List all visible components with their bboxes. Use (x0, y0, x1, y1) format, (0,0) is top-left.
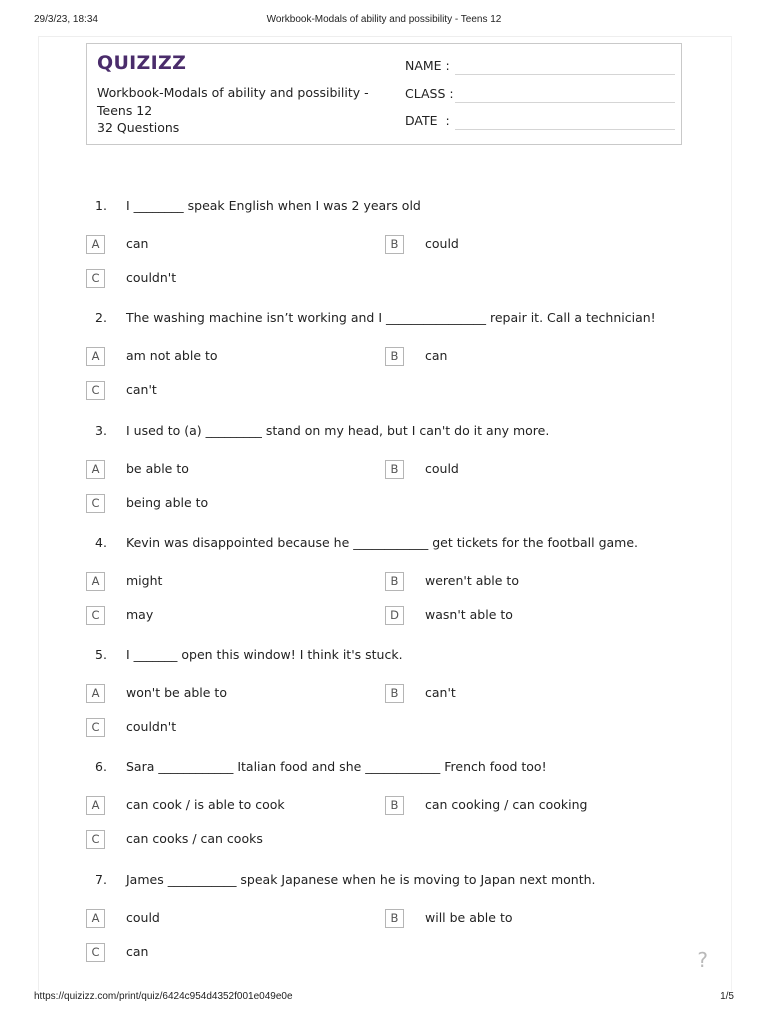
option-letter-box[interactable]: B (385, 572, 404, 591)
option-text: can cook / is able to cook (126, 797, 285, 812)
option-letter-box[interactable]: A (86, 572, 105, 591)
option-text: can (425, 348, 448, 363)
question-text: Sara ____________ Italian food and she ____________ French food too! (126, 759, 547, 774)
option-letter-box[interactable]: B (385, 684, 404, 703)
option-text: couldn't (126, 270, 177, 285)
question-text: I used to (a) _________ stand on my head, but I can't do it any more. (126, 423, 550, 438)
class-label: CLASS : (405, 86, 454, 101)
class-field (405, 86, 675, 106)
question-number: 4. (95, 535, 107, 550)
class-line (455, 102, 675, 103)
option-text: couldn't (126, 719, 177, 734)
option-text: will be able to (425, 910, 513, 925)
date-field (405, 113, 675, 133)
option-letter-box[interactable]: B (385, 460, 404, 479)
question-count: 32 Questions (97, 120, 180, 135)
option-letter-box[interactable]: C (86, 606, 105, 625)
question-text: James ___________ speak Japanese when he is moving to Japan next month. (126, 872, 596, 887)
option-letter-box[interactable]: C (86, 830, 105, 849)
option-text: weren't able to (425, 573, 519, 588)
quizizz-logo: QUIZIZZ (97, 52, 187, 74)
print-datetime: 29/3/23, 18:34 (34, 14, 98, 25)
option-letter-box[interactable]: A (86, 796, 105, 815)
option-letter-box[interactable]: C (86, 718, 105, 737)
option-letter-box[interactable]: A (86, 684, 105, 703)
option-letter-box[interactable]: B (385, 235, 404, 254)
print-page-number: 1/5 (720, 991, 734, 1002)
option-text: might (126, 573, 163, 588)
option-text: being able to (126, 495, 209, 510)
option-text: can't (425, 685, 456, 700)
question-number: 1. (95, 198, 107, 213)
option-letter-box[interactable]: C (86, 381, 105, 400)
option-text: can cooking / can cooking (425, 797, 588, 812)
question-number: 7. (95, 872, 107, 887)
option-letter-box[interactable]: B (385, 347, 404, 366)
option-text: won't be able to (126, 685, 227, 700)
option-letter-box[interactable]: A (86, 909, 105, 928)
option-text: could (425, 236, 459, 251)
option-text: can (126, 944, 149, 959)
question-number: 3. (95, 423, 107, 438)
option-letter-box[interactable]: B (385, 796, 404, 815)
question-number: 5. (95, 647, 107, 662)
option-text: be able to (126, 461, 189, 476)
option-letter-box[interactable]: A (86, 347, 105, 366)
date-label: DATE : (405, 113, 450, 128)
option-letter-box[interactable]: C (86, 494, 105, 513)
option-text: can't (126, 382, 157, 397)
print-url: https://quizizz.com/print/quiz/6424c954d4352f001e049e0e (34, 991, 293, 1002)
option-text: can cooks / can cooks (126, 831, 263, 846)
option-letter-box[interactable]: C (86, 943, 105, 962)
print-header (34, 14, 734, 28)
question-text: The washing machine isn’t working and I ________________ repair it. Call a technician! (126, 310, 656, 325)
help-icon[interactable]: ? (697, 948, 708, 972)
question-text: Kevin was disappointed because he ____________ get tickets for the football game. (126, 535, 639, 550)
print-document-title: Workbook-Modals of ability and possibility - Teens 12 (266, 14, 502, 25)
option-text: wasn't able to (425, 607, 513, 622)
name-label: NAME : (405, 58, 450, 73)
print-footer (34, 991, 734, 1005)
option-text: may (126, 607, 154, 622)
option-text: could (425, 461, 459, 476)
name-field (405, 58, 675, 78)
option-letter-box[interactable]: A (86, 460, 105, 479)
option-text: could (126, 910, 160, 925)
question-text: I ________ speak English when I was 2 years old (126, 198, 421, 213)
question-number: 6. (95, 759, 107, 774)
worksheet-page (38, 36, 732, 991)
worksheet-header (86, 43, 682, 145)
option-text: can (126, 236, 149, 251)
option-letter-box[interactable]: B (385, 909, 404, 928)
option-text: am not able to (126, 348, 218, 363)
option-letter-box[interactable]: C (86, 269, 105, 288)
question-text: I _______ open this window! I think it's stuck. (126, 647, 403, 662)
date-line (455, 129, 675, 130)
quiz-title: Workbook-Modals of ability and possibility - Teens 12 (97, 85, 369, 118)
option-letter-box[interactable]: A (86, 235, 105, 254)
question-number: 2. (95, 310, 107, 325)
option-letter-box[interactable]: D (385, 606, 404, 625)
name-line (455, 74, 675, 75)
